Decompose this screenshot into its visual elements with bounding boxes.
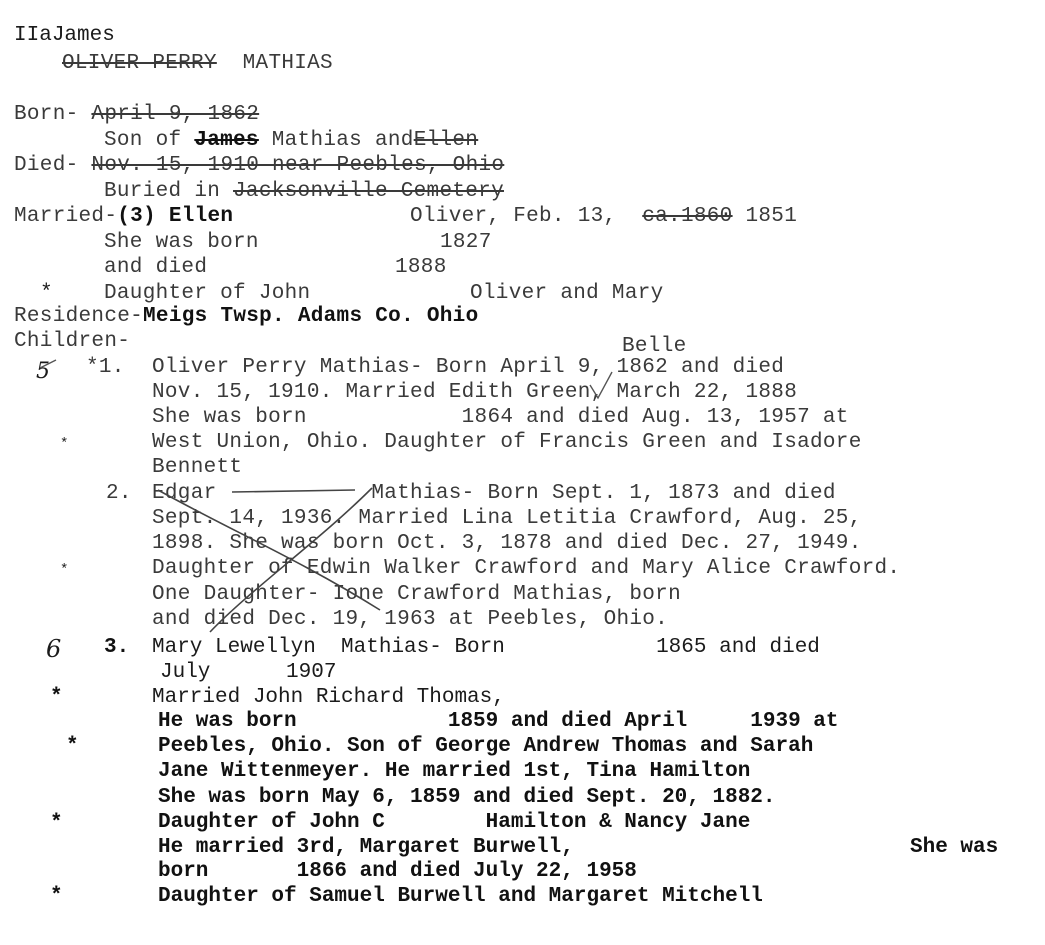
star-mark: *: [40, 282, 53, 305]
check-mark: [590, 372, 612, 398]
born-struck-date: April 9, 1862: [91, 103, 260, 126]
child3-line10: born 1866 and died July 22, 1958: [158, 860, 637, 883]
star-mark: *: [60, 436, 69, 452]
star-mark: *: [66, 735, 79, 758]
child1-line1: Oliver Perry Mathias- Born April 9, 1862 and died: [152, 356, 785, 379]
cross-out-x: [158, 488, 380, 632]
buried-label: Buried in: [104, 180, 221, 203]
she-born-label: She was born: [104, 231, 259, 254]
daughter-of-label: Daughter of John: [104, 282, 311, 305]
child2-number: 2.: [106, 482, 132, 505]
star-mark: *: [50, 885, 63, 908]
edgar-middle-name-line: [232, 490, 355, 492]
child3-line4: He was born 1859 and died April 1939 at: [158, 710, 839, 733]
died-struck-text: Nov. 15, 1910 near Peebles, Ohio: [91, 154, 505, 177]
surname: MATHIAS: [242, 52, 333, 75]
child2-line6: and died Dec. 19, 1963 at Peebles, Ohio.: [152, 608, 669, 631]
she-born-year: 1827: [440, 231, 492, 254]
child2-line2: Sept. 14, 1936. Married Lina Letitia Crawford, Aug. 25,: [152, 507, 862, 530]
died-year: 1888: [395, 256, 447, 279]
child3-line11: Daughter of Samuel Burwell and Margaret Mitchell: [158, 885, 763, 908]
father-struck: James: [194, 129, 259, 152]
child2-line3: 1898. She was born Oct. 3, 1878 and died Dec. 27, 1949.: [152, 532, 862, 555]
child3-line3: Married John Richard Thomas,: [152, 686, 505, 709]
children-label: Children-: [14, 330, 131, 353]
struck-name: OLIVER PERRY: [62, 52, 217, 75]
belle-annotation: Belle: [622, 335, 687, 358]
child1-line4: West Union, Ohio. Daughter of Francis Green and Isadore: [152, 431, 862, 454]
child2-line4: Daughter of Edwin Walker Crawford and Mary Alice Crawford.: [152, 557, 901, 580]
child3-number: 3.: [104, 636, 130, 659]
margin-six: 6: [46, 635, 62, 663]
child2-line5: One Daughter- Ione Crawford Mathias, born: [152, 583, 681, 606]
child3-line9: He married 3rd, Margaret Burwell,: [158, 836, 574, 859]
mother-struck: Ellen: [413, 129, 479, 152]
header-given-name: James: [51, 24, 115, 47]
buried-struck: Jacksonville Cemetery: [233, 180, 504, 203]
child3-line9b: She was: [910, 836, 999, 859]
margin-tick: [40, 360, 56, 368]
child1-line3: She was born 1864 and died Aug. 13, 1957 at: [152, 406, 849, 429]
son-of-mid: Mathias and: [271, 129, 414, 152]
child3-line5: Peebles, Ohio. Son of George Andrew Thomas and Sarah: [158, 735, 814, 758]
header-code: IIa: [14, 24, 52, 47]
child3-line8: Daughter of John C Hamilton & Nancy Jane: [158, 811, 751, 834]
died-label: Died-: [14, 154, 79, 177]
married-count: (3) Ellen: [117, 205, 234, 228]
married-year: 1851: [745, 205, 798, 228]
residence-place: Meigs Twsp. Adams Co. Ohio: [143, 305, 479, 328]
child3-line1: Mary Lewellyn Mathias- Born 1865 and died: [152, 636, 820, 659]
child3-line7: She was born May 6, 1859 and died Sept. 20, 1882.: [158, 786, 776, 809]
son-of-label: Son of: [104, 129, 182, 152]
spouse-surname: Oliver, Feb. 13,: [410, 205, 617, 228]
child1-line5: Bennett: [152, 456, 243, 479]
married-label-text: Married-: [14, 205, 118, 228]
residence-label: Residence-: [14, 305, 144, 328]
child2-line1: Edgar Mathias- Born Sept. 1, 1873 and died: [152, 482, 836, 505]
star-mark: *: [50, 686, 63, 709]
star-mark: *: [50, 812, 63, 835]
margin-five: 5: [36, 359, 50, 384]
star-mark: *: [60, 562, 69, 578]
born-label: Born-: [14, 103, 79, 126]
parents-text: Oliver and Mary: [470, 282, 664, 305]
child1-line2: Nov. 15, 1910. Married Edith Green, March 22, 1888: [152, 381, 798, 404]
child1-number: *1.: [86, 356, 125, 379]
and-died-label: and died: [104, 256, 208, 279]
struck-year: ca.1860: [642, 205, 733, 228]
child3-line6: Jane Wittenmeyer. He married 1st, Tina Hamilton: [158, 760, 751, 783]
child3-line2: July 1907: [160, 661, 337, 684]
